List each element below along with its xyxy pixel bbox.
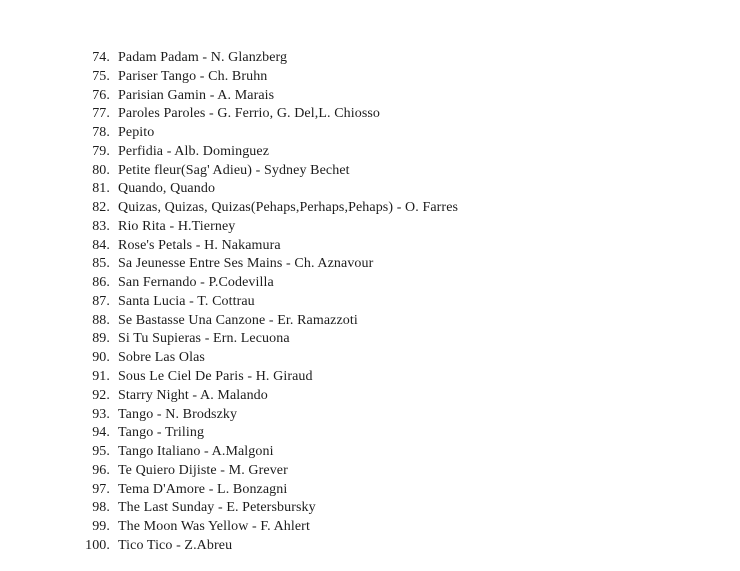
- item-title: Se Bastasse Una Canzone - Er. Ramazzoti: [118, 312, 358, 328]
- item-title: Sobre Las Olas: [118, 350, 205, 366]
- item-title: Paroles Paroles - G. Ferrio, G. Del,L. Chiosso: [118, 106, 381, 122]
- item-number: 92.: [92, 387, 110, 403]
- list-item: [0, 87, 740, 106]
- item-number: 90.: [92, 350, 110, 366]
- item-number: 84.: [92, 237, 110, 253]
- item-number: 99.: [92, 519, 110, 535]
- item-title: Rose's Petals - H. Nakamura: [118, 237, 281, 253]
- list-item: [0, 218, 740, 237]
- list-item: [0, 199, 740, 218]
- item-number: 81.: [92, 181, 110, 197]
- item-number: 100.: [85, 537, 110, 553]
- list-item: [0, 462, 740, 481]
- list-item: [0, 143, 740, 162]
- list-item: [0, 162, 740, 181]
- item-title: Pariser Tango - Ch. Bruhn: [118, 68, 268, 84]
- item-number: 89.: [92, 331, 110, 347]
- item-number: 93.: [92, 406, 110, 422]
- item-number: 85.: [92, 256, 110, 272]
- list-item: [0, 237, 740, 256]
- list-item: [0, 387, 740, 406]
- list-item: [0, 124, 740, 143]
- list-item: [0, 518, 740, 537]
- item-number: 96.: [92, 462, 110, 478]
- item-number: 95.: [92, 444, 110, 460]
- list-item: [0, 105, 740, 124]
- item-title: Si Tu Supieras - Ern. Lecuona: [118, 331, 290, 347]
- list-item: [0, 481, 740, 500]
- item-title: Tango - Triling: [118, 425, 205, 441]
- list-item: [0, 424, 740, 443]
- item-title: San Fernando - P.Codevilla: [118, 275, 274, 291]
- item-number: 88.: [92, 312, 110, 328]
- item-number: 80.: [92, 162, 110, 178]
- item-number: 94.: [92, 425, 110, 441]
- list-item: [0, 68, 740, 87]
- item-title: Padam Padam - N. Glanzberg: [118, 50, 288, 65]
- item-title: Sous Le Ciel De Paris - H. Giraud: [118, 369, 313, 385]
- item-title: Quando, Quando: [118, 181, 216, 197]
- item-title: Tema D'Amore - L. Bonzagni: [118, 481, 288, 497]
- item-title: The Moon Was Yellow - F. Ahlert: [118, 519, 310, 535]
- list-item: [0, 368, 740, 387]
- list-item: [0, 537, 740, 556]
- item-title: Tico Tico - Z.Abreu: [118, 537, 233, 553]
- item-number: 98.: [92, 500, 110, 516]
- item-title: Starry Night - A. Malando: [118, 387, 268, 403]
- list-item: [0, 49, 740, 68]
- list-item: [0, 443, 740, 462]
- item-number: 87.: [92, 293, 110, 309]
- item-title: Santa Lucia - T. Cottrau: [118, 293, 255, 309]
- item-title: Tango Italiano - A.Malgoni: [118, 444, 274, 460]
- item-title: Rio Rita - H.Tierney: [118, 218, 236, 234]
- item-number: 86.: [92, 275, 110, 291]
- item-number: 83.: [92, 218, 110, 234]
- list-item: [0, 274, 740, 293]
- item-number: 91.: [92, 369, 110, 385]
- list-item: [0, 312, 740, 331]
- list-item: [0, 499, 740, 518]
- song-list: [0, 49, 740, 556]
- item-title: Tango - N. Brodszky: [118, 406, 238, 422]
- item-title: Parisian Gamin - A. Marais: [118, 87, 275, 103]
- item-number: 97.: [92, 481, 110, 497]
- item-title: Pepito: [118, 125, 155, 141]
- item-number: 79.: [92, 143, 110, 159]
- item-title: The Last Sunday - E. Petersbursky: [118, 500, 316, 516]
- list-item: [0, 255, 740, 274]
- item-number: 74.: [92, 50, 110, 65]
- list-item: [0, 330, 740, 349]
- item-title: Perfidia - Alb. Dominguez: [118, 143, 270, 159]
- item-number: 76.: [92, 87, 110, 103]
- item-number: 82.: [92, 200, 110, 216]
- list-item: [0, 349, 740, 368]
- item-title: Quizas, Quizas, Quizas(Pehaps,Perhaps,Pehaps) - O. Farres: [118, 200, 459, 216]
- item-number: 75.: [92, 68, 110, 84]
- item-title: Petite fleur(Sag' Adieu) - Sydney Bechet: [118, 162, 350, 178]
- list-item: [0, 180, 740, 199]
- list-item: [0, 293, 740, 312]
- item-number: 77.: [92, 106, 110, 122]
- item-number: 78.: [92, 125, 110, 141]
- item-title: Te Quiero Dijiste - M. Grever: [118, 462, 288, 478]
- item-title: Sa Jeunesse Entre Ses Mains - Ch. Aznavour: [118, 256, 374, 272]
- list-item: [0, 406, 740, 425]
